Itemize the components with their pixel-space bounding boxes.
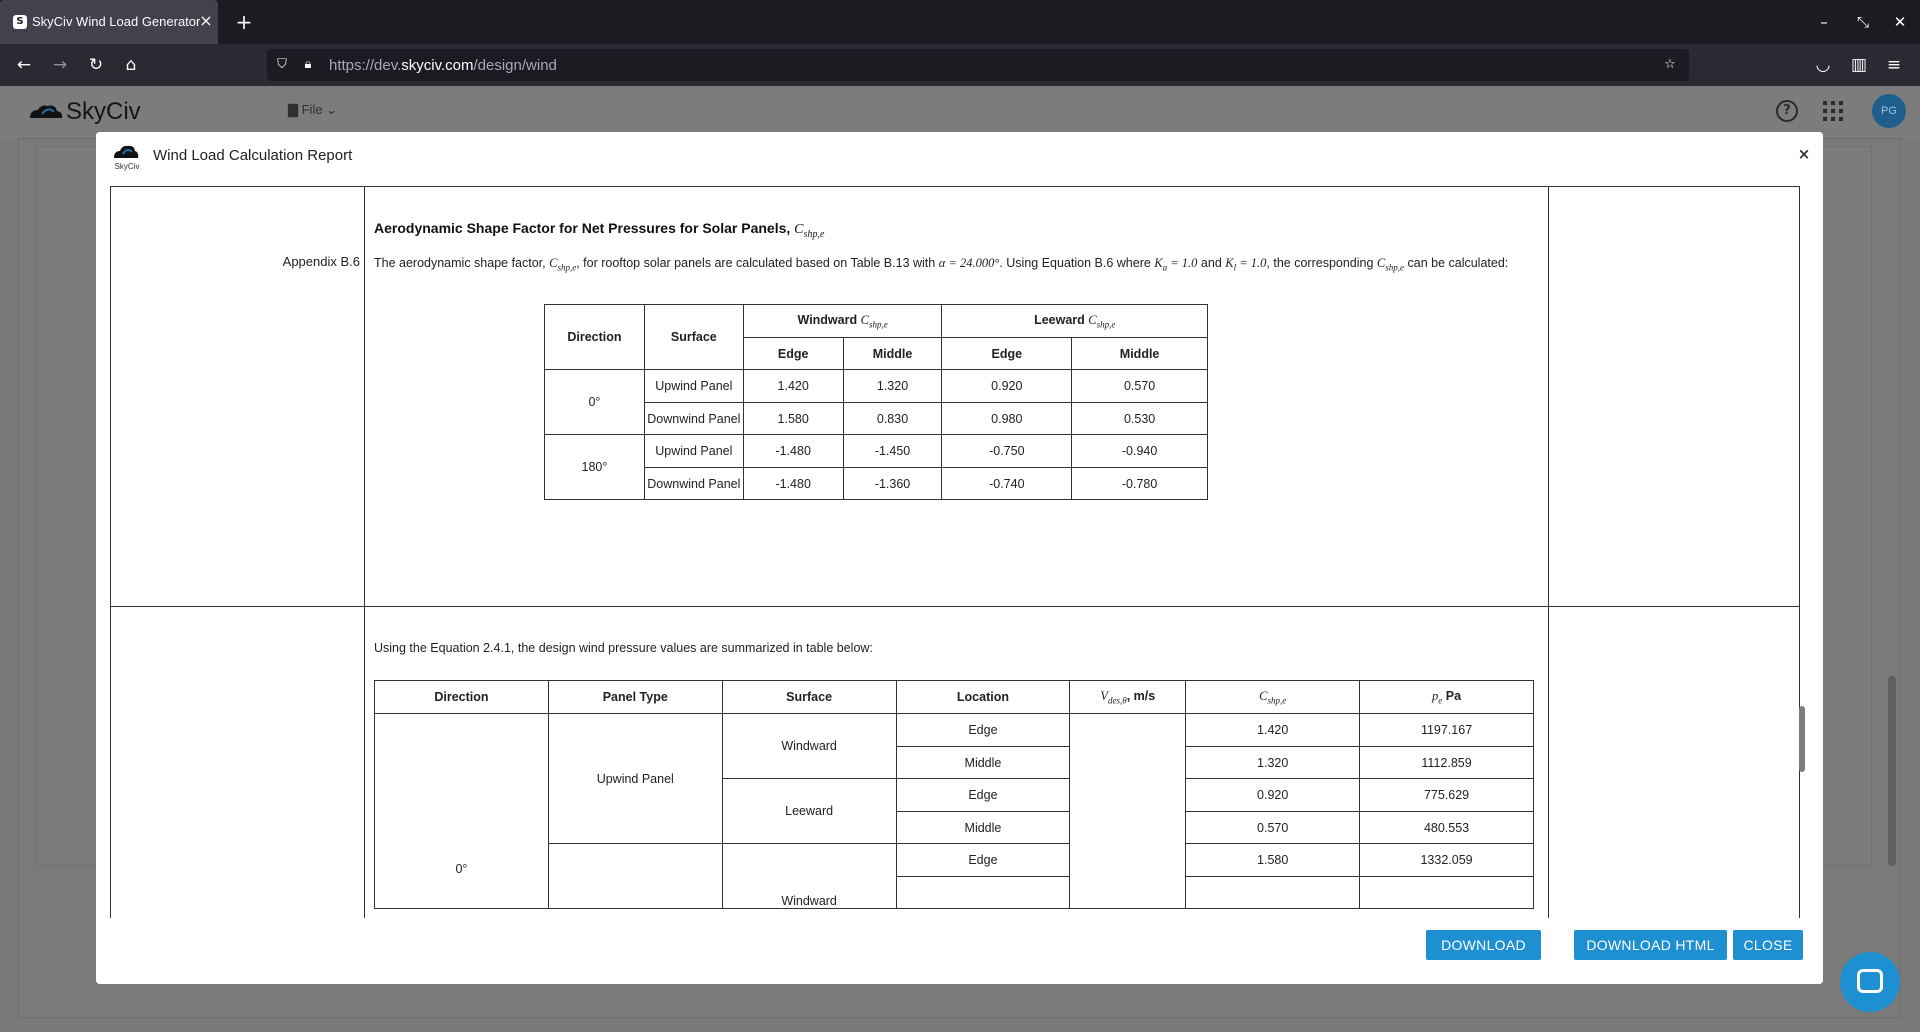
browser-tab[interactable] [0, 0, 218, 44]
table-cell: -0.740 [942, 468, 1072, 500]
file-menu[interactable]: ▇ File ⌄ [288, 102, 338, 117]
skyciv-logo-icon [112, 142, 140, 162]
table-cell: -1.360 [843, 468, 942, 500]
table-cell: Upwind Panel [644, 435, 743, 468]
table-cell: 0.570 [1072, 370, 1208, 403]
browser-tab-bar [0, 0, 1920, 44]
table-header: Edge [743, 338, 843, 370]
table-cell: -1.480 [743, 435, 843, 468]
pocket-icon[interactable]: ◡ [1815, 55, 1831, 75]
modal-title: Wind Load Calculation Report [153, 147, 353, 164]
table-header: $V_{des,\theta}$, m/s [1070, 681, 1186, 714]
table-cell: 0.570 [1186, 812, 1360, 844]
section-paragraph: The aerodynamic shape factor, $C_{shp,e}$, for rooftop solar panels are calculated based on Table B.13 with α = 24.000°. Using Equation B.6 where $K_a = 1.0$ and $K_l = 1.0$, the corresponding $C_{shp,e}$ can be calculated: [374, 256, 1509, 273]
table-header: Middle [1072, 338, 1208, 370]
table-cell: Downwind Panel [644, 403, 743, 435]
file-icon: ▇ [288, 102, 302, 117]
close-button[interactable]: CLOSE [1733, 930, 1803, 960]
table-header: $p_e$ Pa [1360, 681, 1534, 714]
table-header: $C_{shp,e}$ [1186, 681, 1360, 714]
table-cell: 1.580 [1186, 844, 1360, 877]
report-modal [96, 132, 1823, 984]
browser-nav-bar [0, 44, 1920, 86]
minimize-icon[interactable]: – [1820, 13, 1828, 31]
bookmark-star-icon[interactable]: ☆ [1664, 57, 1676, 72]
table-cell: -1.480 [743, 468, 843, 500]
table-cell: 1197.167 [1360, 714, 1534, 747]
table-cell: Downwind Panel [644, 468, 743, 500]
download-pdf-button[interactable]: DOWNLOAD PDF [1426, 930, 1541, 960]
section-title: Aerodynamic Shape Factor for Net Pressures for Solar Panels, $C_{shp,e}$ [374, 220, 825, 240]
table-cell: Windward [722, 714, 896, 779]
shield-icon[interactable]: ⛉ [277, 57, 287, 72]
report-scrollbar[interactable] [1799, 706, 1805, 772]
table-cell: Middle [896, 747, 1070, 779]
table-header: Surface [722, 681, 896, 714]
table-row [375, 844, 1534, 877]
menu-icon[interactable]: ≡ [1886, 55, 1902, 75]
chat-launcher[interactable] [1840, 952, 1900, 1012]
design-pressure-table [374, 680, 1534, 909]
table-cell: -0.780 [1072, 468, 1208, 500]
table-cell: Upwind Panel [644, 370, 743, 403]
table-header: Surface [644, 305, 743, 370]
page-scrollbar[interactable] [1888, 676, 1896, 866]
table-cell [1070, 714, 1186, 909]
table-cell: Upwind Panel [548, 714, 722, 844]
modal-logo [112, 142, 140, 172]
table-cell: 1.320 [1186, 747, 1360, 779]
table-cell: Edge [896, 844, 1070, 877]
table-cell [548, 844, 722, 909]
table-header: Panel Type [548, 681, 722, 714]
table-cell: Edge [896, 779, 1070, 812]
table-cell: 0° [545, 370, 645, 435]
report-content [110, 186, 1800, 918]
shape-factor-table [544, 304, 1208, 500]
close-window-icon[interactable]: ✕ [1893, 13, 1907, 31]
table-cell: 1112.859 [1360, 747, 1534, 779]
apps-grid-icon[interactable] [1823, 101, 1843, 121]
skyciv-logo[interactable] [28, 98, 141, 126]
table-cell: 1.420 [743, 370, 843, 403]
table-header: Direction [375, 681, 549, 714]
table-cell: 1.320 [843, 370, 942, 403]
table-cell: 180° [545, 435, 645, 500]
table-cell: 1332.059 [1360, 844, 1534, 877]
table-header: Location [896, 681, 1070, 714]
help-icon[interactable]: ? [1776, 100, 1798, 122]
table-cell: 775.629 [1360, 779, 1534, 812]
table-cell: 1.420 [1186, 714, 1360, 747]
modal-logo-text: SkyCiv [114, 162, 140, 171]
forward-arrow-icon[interactable]: → [52, 55, 68, 75]
avatar[interactable]: PG [1872, 94, 1906, 128]
tab-title: SkyCiv Wind Load Generator [32, 14, 200, 29]
table-header: Direction [545, 305, 645, 370]
restore-icon[interactable]: ⤡ [1856, 13, 1869, 31]
url-bar[interactable] [267, 49, 1689, 81]
table-cell: -1.450 [843, 435, 942, 468]
table-row [545, 435, 1208, 468]
back-arrow-icon[interactable]: ← [16, 55, 32, 75]
table-cell: -0.940 [1072, 435, 1208, 468]
table-cell [896, 877, 1070, 909]
skyciv-logo-icon [28, 102, 64, 122]
modal-footer [96, 918, 1823, 984]
reference-label: Appendix B.6 [282, 254, 360, 269]
table-cell: Middle [896, 812, 1070, 844]
modal-header [96, 132, 1823, 180]
table-cell: 0.980 [942, 403, 1072, 435]
lock-icon[interactable]: 🔒︎ [304, 57, 312, 72]
report-body [96, 186, 1823, 918]
table-cell: 0.920 [942, 370, 1072, 403]
reload-icon[interactable]: ↻ [88, 55, 104, 75]
table-header: Edge [942, 338, 1072, 370]
table-header: Leeward $C_{shp,e}$ [942, 305, 1208, 338]
table-cell [1186, 877, 1360, 909]
table-cell [1360, 877, 1534, 909]
table-row [545, 468, 1208, 500]
table-cell: Windward [722, 844, 896, 909]
section-paragraph: Using the Equation 2.4.1, the design wind pressure values are summarized in table below: [374, 641, 873, 655]
table-cell: Leeward [722, 779, 896, 844]
sidebar-icon[interactable]: ▥ [1850, 55, 1868, 75]
close-icon[interactable]: × [1797, 145, 1811, 163]
table-header: Windward $C_{shp,e}$ [743, 305, 942, 338]
download-html-button[interactable]: DOWNLOAD HTML [1574, 930, 1727, 960]
table-cell: 0.530 [1072, 403, 1208, 435]
chat-icon [1857, 969, 1883, 993]
table-cell: 0.920 [1186, 779, 1360, 812]
tab-favicon-icon: S [13, 15, 27, 29]
table-row [375, 714, 1534, 747]
table-row [545, 403, 1208, 435]
tab-close-icon[interactable]: × [199, 11, 213, 30]
table-cell: 480.553 [1360, 812, 1534, 844]
url-text[interactable]: https://dev.skyciv.com/design/wind [329, 57, 557, 74]
table-header: Middle [843, 338, 942, 370]
table-cell: Edge [896, 714, 1070, 747]
table-cell: -0.750 [942, 435, 1072, 468]
app-header [0, 86, 1920, 138]
chevron-down-icon: ⌄ [322, 102, 338, 117]
table-cell: 0° [375, 714, 549, 909]
logo-text: SkyCiv [66, 98, 141, 125]
table-cell: 0.830 [843, 403, 942, 435]
table-row [545, 370, 1208, 403]
table-cell: 1.580 [743, 403, 843, 435]
new-tab-icon[interactable]: + [235, 10, 253, 34]
home-icon[interactable]: ⌂ [125, 55, 137, 75]
